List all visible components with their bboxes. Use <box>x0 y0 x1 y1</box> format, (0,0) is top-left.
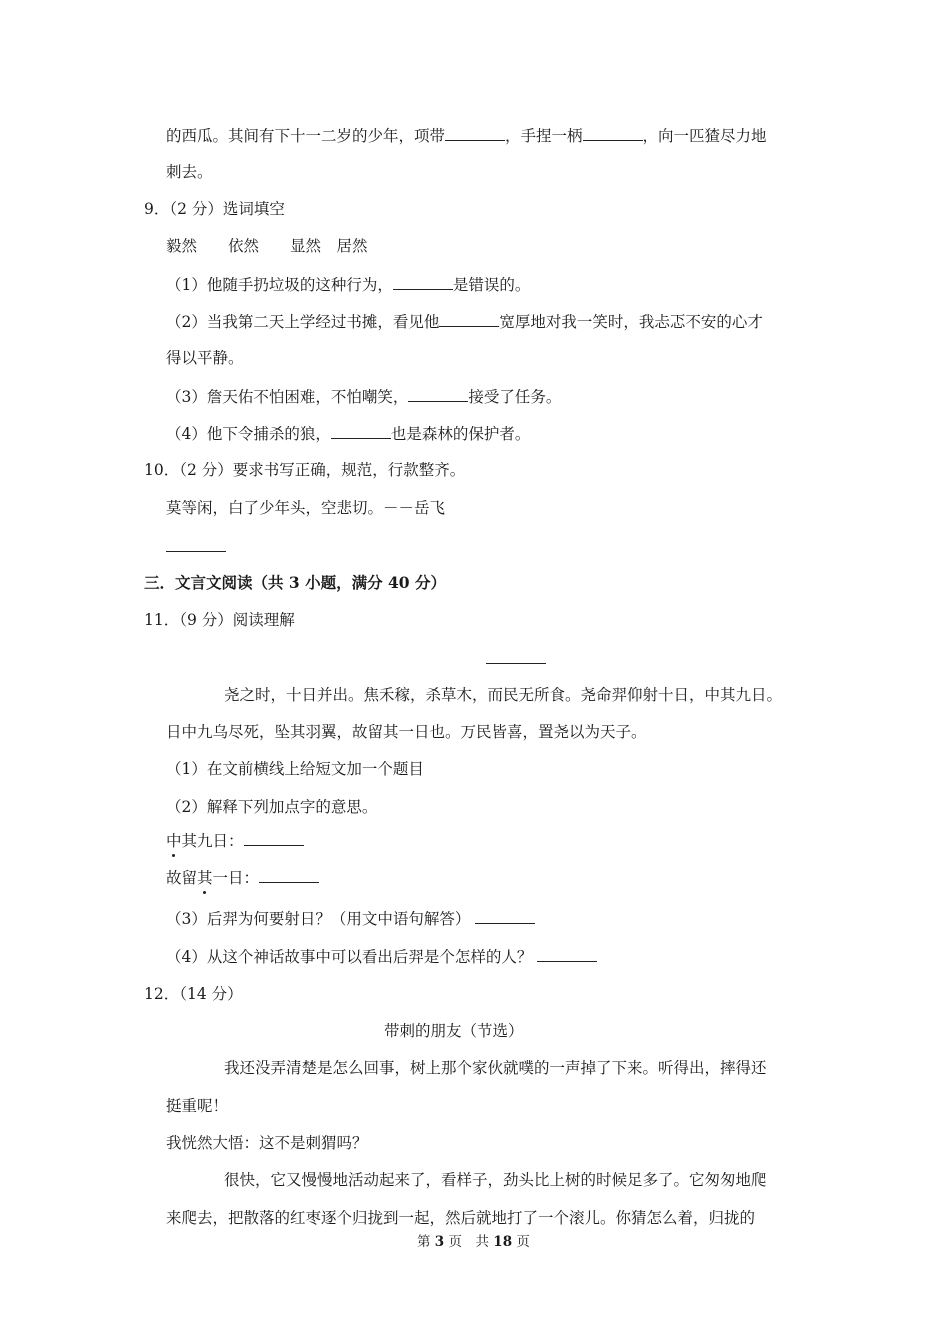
question-9-item-1: （1）他随手扔垃圾的这种行为， 是错误的。 <box>166 273 530 296</box>
passage-line: 日中九乌尽死，坠其羽翼，故留其一日也。万民皆喜，置尧以为天子。 <box>166 723 647 741</box>
answer-blank <box>445 124 505 141</box>
answer-blank <box>475 907 535 924</box>
dotted-character: 其 <box>197 869 213 887</box>
word-choices: 毅然 依然 显然 居然 <box>166 237 368 255</box>
passage-line: 我恍然大悟：这不是刺猬吗？ <box>166 1134 368 1152</box>
passage-line: 尧之时，十日并出。焦禾稼，杀草木，而民无所食。尧命羿仰射十日，中其九日。 <box>224 686 783 704</box>
question-9-item-2-cont: 得以平静。 <box>166 349 244 367</box>
page-total: 18 <box>493 1234 513 1250</box>
question-9-item-3: （3）詹天佑不怕困难，不怕嘲笑， 接受了任务。 <box>166 385 561 408</box>
question-10-text: 莫等闲，白了少年头，空悲切。－－岳飞 <box>166 499 446 517</box>
question-9-title: 9．（2 分）选词填空 <box>144 200 285 218</box>
passage-line: 我还没弄清楚是怎么回事，树上那个家伙就噗的一声掉了下来。听得出，摔得还 <box>224 1059 767 1077</box>
answer-blank <box>393 273 453 290</box>
passage-line: 很快，它又慢慢地活动起来了，看样子，劲头比上树的时候足多了。它匆匆地爬 <box>224 1171 767 1189</box>
answer-line <box>166 535 226 558</box>
passage-line: 来爬去，把散落的红枣逐个归拢到一起，然后就地打了一个滚儿。你猜怎么着，归拢的 <box>166 1209 756 1227</box>
answer-blank <box>486 647 546 664</box>
passage-line: 刺去。 <box>166 163 213 181</box>
question-11-item-1: （1）在文前横线上给短文加一个题目 <box>166 760 424 778</box>
passage-line: 挺重呢！ <box>166 1097 229 1115</box>
section-heading: 三．文言文阅读（共 3 小题，满分 40 分） <box>144 573 446 592</box>
answer-blank <box>408 385 468 402</box>
question-11-item-2a: 中其九日： <box>166 829 304 852</box>
question-11-item-4: （4）从这个神话故事中可以看出后羿是个怎样的人？ <box>166 945 597 968</box>
answer-blank <box>259 866 319 883</box>
question-11-item-2: （2）解释下列加点字的意思。 <box>166 798 378 816</box>
answer-blank <box>166 535 226 552</box>
question-9-item-4: （4）他下令捕杀的狼， 也是森林的保护者。 <box>166 422 530 445</box>
answer-blank <box>331 422 391 439</box>
page-number: 3 <box>434 1234 445 1250</box>
question-9-item-2: （2）当我第二天上学经过书摊，看见他 宽厚地对我一笑时，我忐忑不安的心才 <box>166 310 763 333</box>
page-footer: 第 3 页 共 18 页 <box>417 1234 530 1250</box>
answer-blank <box>583 124 643 141</box>
answer-blank <box>244 829 304 846</box>
answer-blank <box>537 945 597 962</box>
dotted-character: 中 <box>166 832 182 850</box>
answer-blank <box>439 310 499 327</box>
title-blank-line <box>486 647 546 670</box>
question-11-item-3: （3）后羿为何要射日？（用文中语句解答） <box>166 907 535 930</box>
question-12-title: 12．（14 分） <box>144 985 243 1003</box>
question-11-title: 11．（9 分）阅读理解 <box>144 611 295 629</box>
question-10-title: 10．（2 分）要求书写正确，规范，行款整齐。 <box>144 461 466 479</box>
question-11-item-2b: 故留其一日： <box>166 866 319 889</box>
passage-title: 带刺的朋友（节选） <box>384 1022 524 1040</box>
passage-line: 的西瓜。其间有下十一二岁的少年，项带 ，手捏一柄 ，向一匹猹尽力地 <box>166 124 767 147</box>
